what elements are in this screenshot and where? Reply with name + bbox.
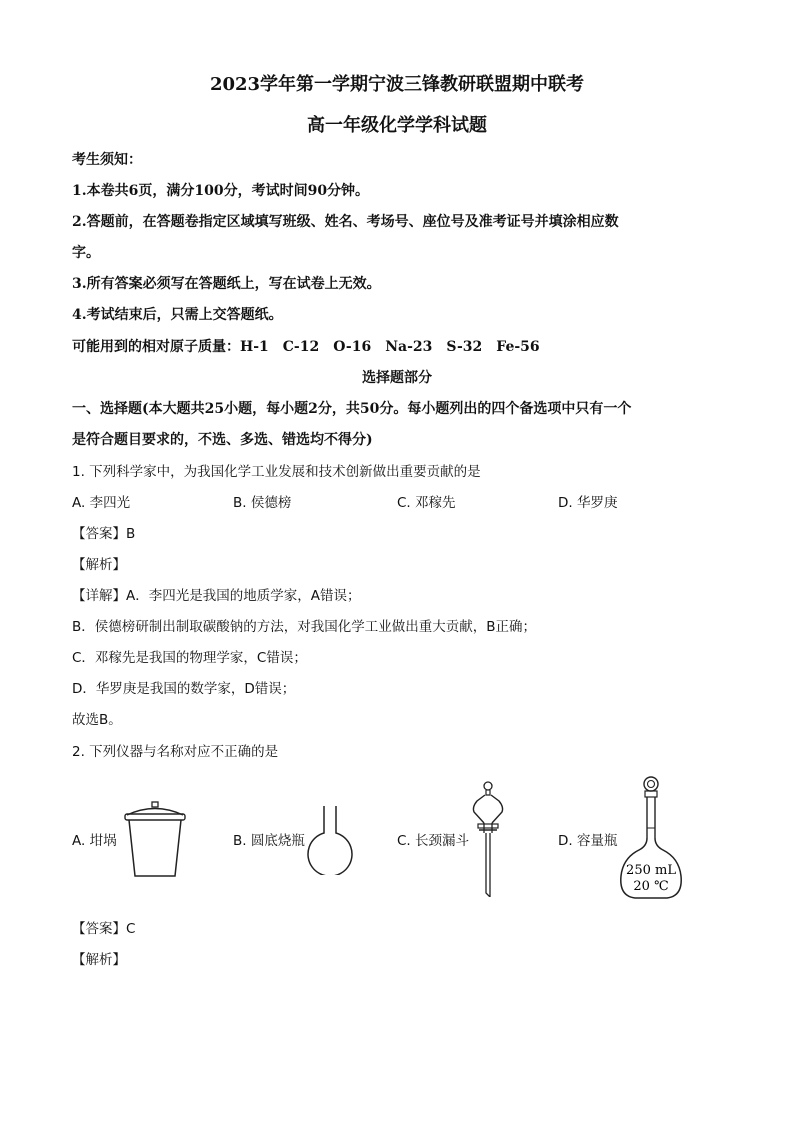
flask-temp-label: 20 ℃ <box>633 879 669 894</box>
separatory-funnel-illustration <box>470 781 506 897</box>
notice-item-3: 3.所有答案必须写在答题纸上，写在试卷上无效。 <box>72 276 381 292</box>
q1-option-a: A. 李四光 <box>72 495 131 511</box>
section-instruction-2: 是符合题目要求的，不选、多选、错选均不得分) <box>72 432 373 448</box>
section-instruction-1: 一、选择题(本大题共25小题，每小题2分，共50分。每小题列出的四个备选项中只有一个 <box>72 401 632 417</box>
q1-analysis: 【解析】 <box>72 557 126 573</box>
notice-item-1: 1.本卷共6页，满分100分，考试时间90分钟。 <box>72 183 370 199</box>
section-title: 选择题部分 <box>362 370 432 386</box>
q2-option-d: D. 容量瓶 <box>558 833 618 849</box>
volumetric-flask-illustration <box>617 776 685 900</box>
notice-item-2: 2.答题前，在答题卷指定区域填写班级、姓名、考场号、座位号及准考证号并填涂相应数 <box>72 214 619 230</box>
q1-option-b: B. 侯德榜 <box>233 495 292 511</box>
notice-heading: 考生须知： <box>72 152 142 168</box>
q2-option-c: C. 长颈漏斗 <box>397 833 470 849</box>
q1-detail-1: 【详解】A．李四光是我国的地质学家，A错误； <box>72 588 361 604</box>
q2-analysis: 【解析】 <box>72 952 126 968</box>
atomic-masses: 可能用到的相对原子质量：H-1 C-12 O-16 Na-23 S-32 Fe-56 <box>72 339 540 355</box>
q1-detail-5: 故选B。 <box>72 712 122 728</box>
q2-answer: 【答案】C <box>72 921 136 937</box>
q2-stem: 2. 下列仪器与名称对应不正确的是 <box>72 744 279 760</box>
q1-detail-3: C．邓稼先是我国的物理学家，C错误； <box>72 650 307 666</box>
q1-answer: 【答案】B <box>72 526 136 542</box>
q1-detail-4: D．华罗庚是我国的数学家，D错误； <box>72 681 296 697</box>
q2-option-a: A. 坩埚 <box>72 833 117 849</box>
q1-detail-2: B．侯德榜研制出制取碳酸钠的方法，对我国化学工业做出重大贡献，B正确； <box>72 619 537 635</box>
notice-item-4: 4.考试结束后，只需上交答题纸。 <box>72 307 283 323</box>
notice-item-2-cont: 字。 <box>72 245 100 261</box>
q2-option-b: B. 圆底烧瓶 <box>233 833 305 849</box>
q1-stem: 1. 下列科学家中，为我国化学工业发展和技术创新做出重要贡献的是 <box>72 464 481 480</box>
flask-volume-label: 250 mL <box>626 863 676 878</box>
round-bottom-flask-illustration <box>304 805 356 875</box>
crucible-illustration <box>122 801 188 879</box>
exam-title: 2023学年第一学期宁波三锋教研联盟期中联考 <box>209 74 585 95</box>
q1-option-c: C. 邓稼先 <box>397 495 456 511</box>
exam-subtitle: 高一年级化学学科试题 <box>307 115 487 136</box>
q1-option-d: D. 华罗庚 <box>558 495 618 511</box>
